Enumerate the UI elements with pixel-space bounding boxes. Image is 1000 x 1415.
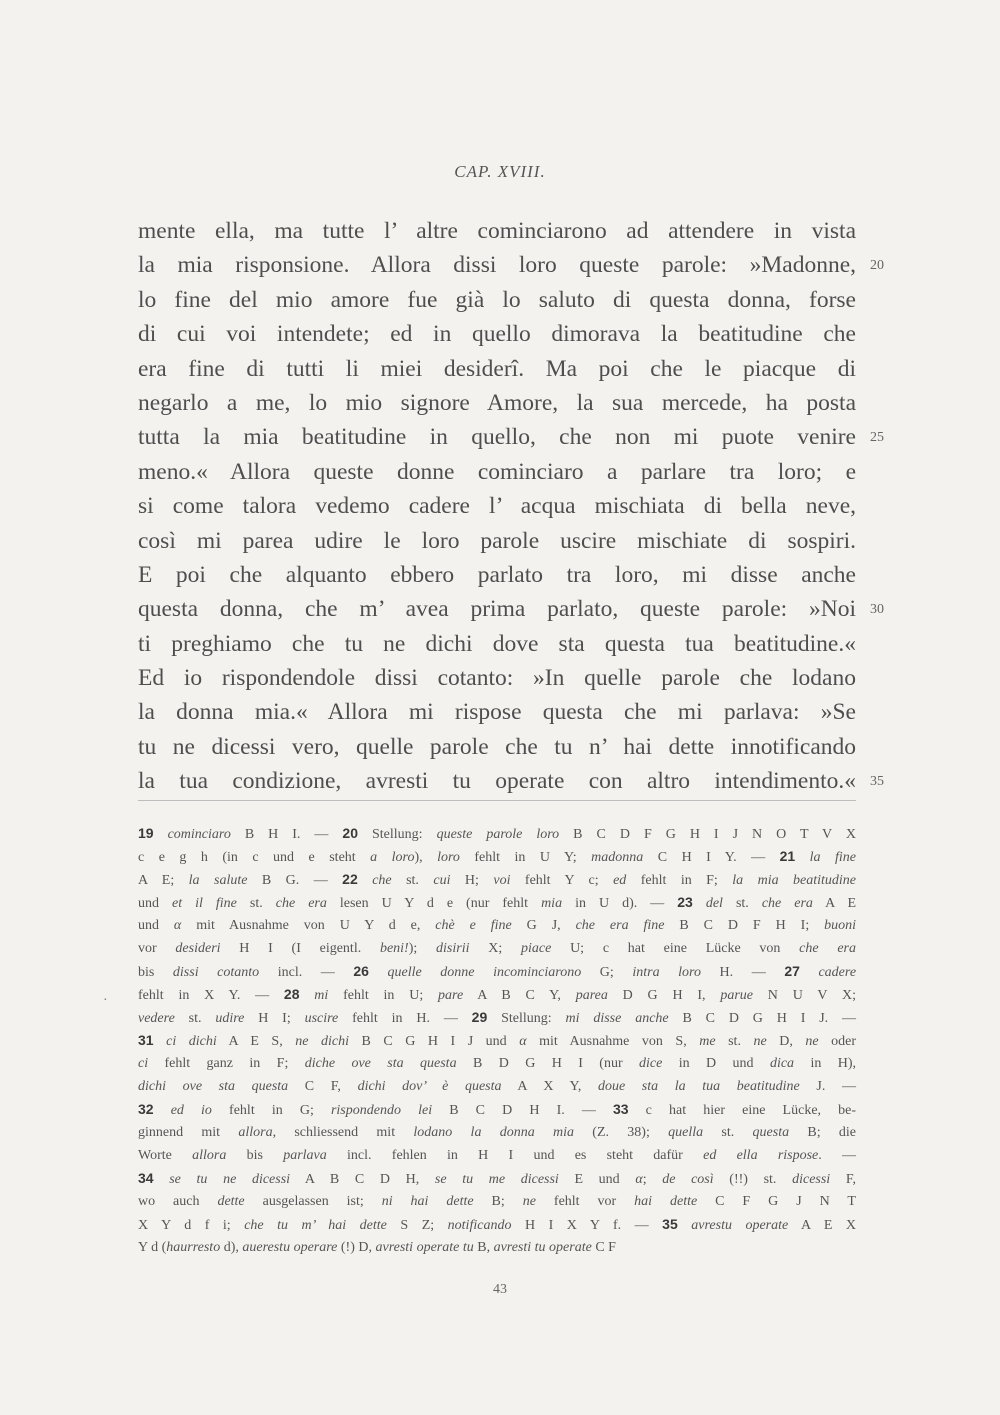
note-reading: ci	[138, 1056, 149, 1071]
text-line: la donna mia.« Allora mi rispose questa che mi parlava: »Se	[138, 699, 856, 726]
note-line	[138, 937, 856, 960]
note-reading: notificando	[447, 1218, 512, 1233]
note-text: Stellung:	[487, 1011, 566, 1026]
note-reading: queste parole loro	[436, 827, 560, 842]
note-reading: che	[372, 873, 392, 888]
text-line: tutta la mia beatitudine in quello, che non mi puote venire	[138, 424, 856, 451]
note-text: B H I. —	[230, 827, 343, 842]
note-line-number: 34	[138, 1170, 154, 1186]
note-text: Y d (	[138, 1240, 167, 1255]
note-reading: cui	[433, 873, 451, 888]
note-text: F,	[830, 1172, 857, 1187]
note-reading: α	[519, 1034, 527, 1049]
note-reading: lodano la donna mia	[413, 1125, 575, 1140]
note-text: H I (I eigentl.	[220, 941, 380, 956]
note-reading: allora	[238, 1125, 273, 1140]
note-reading: disirii	[436, 941, 470, 956]
line-number: 25	[870, 430, 884, 446]
note-line-number: 26	[353, 963, 369, 979]
note-reading: voi	[493, 873, 511, 888]
note-text: fehlt in X Y. —	[138, 988, 284, 1003]
text-line: la mia risponsione. Allora dissi loro queste parole: »Madonne,	[138, 252, 856, 279]
note-line	[138, 1190, 856, 1213]
note-text	[300, 988, 315, 1003]
note-reading: avrestu operate	[691, 1218, 789, 1233]
note-text	[154, 1172, 170, 1187]
chapter-header: CAP. XVIII.	[454, 162, 546, 181]
note-line	[138, 1144, 856, 1167]
note-text: C F,	[288, 1079, 358, 1094]
line-number: 30	[870, 602, 884, 618]
note-line	[138, 1121, 856, 1144]
note-reading: diche ove sta questa	[304, 1056, 457, 1071]
note-text	[678, 1218, 692, 1233]
note-reading: ed io	[170, 1103, 212, 1118]
note-text: H I;	[244, 1011, 305, 1026]
note-text: B;	[473, 1194, 523, 1209]
note-text	[154, 827, 168, 842]
note-reading: quelle donne incominciarono	[387, 965, 582, 980]
note-reading: dicessi	[792, 1172, 831, 1187]
note-reading: ne	[805, 1034, 819, 1049]
note-text: ausgelassen ist;	[244, 1194, 382, 1209]
note-text: in H),	[794, 1056, 857, 1071]
note-reading: quella	[668, 1125, 704, 1140]
note-line	[138, 914, 856, 937]
note-text: J. —	[799, 1079, 856, 1094]
note-text: B C D F H I;	[664, 918, 825, 933]
note-text: . —	[818, 1148, 857, 1163]
text-line: lo fine del mio amore fue già lo saluto di questa donna, forse	[138, 286, 856, 313]
note-text: B C D F G H I J N O T V X	[559, 827, 856, 842]
note-text: d),	[220, 1240, 243, 1255]
note-line	[138, 822, 856, 845]
note-reading: rispondendo lei	[330, 1103, 433, 1118]
note-reading: buoni	[824, 918, 857, 933]
note-text: , schliessend mit	[272, 1125, 414, 1140]
note-text: A X Y,	[501, 1079, 598, 1094]
note-text: lesen U Y d e (nur fehlt	[326, 896, 542, 911]
note-text: U; c hat eine Lücke von	[551, 941, 800, 956]
text-line: si come talora vedemo cadere l’ acqua mischiata di bella neve,	[138, 493, 856, 520]
note-text: oder	[818, 1034, 856, 1049]
note-line	[138, 1167, 856, 1190]
note-line	[138, 1075, 856, 1098]
note-reading: et il fine	[172, 896, 237, 911]
note-text	[369, 965, 388, 980]
note-text: fehlt in H. —	[338, 1011, 472, 1026]
note-text: incl. —	[259, 965, 354, 980]
note-reading: a loro	[370, 850, 415, 865]
note-text: wo auch	[138, 1194, 218, 1209]
note-reading: se tu ne dicessi	[169, 1172, 291, 1187]
text-line: E poi che alquanto ebbero parlato tra loro, mi disse anche	[138, 561, 856, 588]
note-text: st.	[722, 896, 762, 911]
note-text: C F	[591, 1240, 616, 1255]
note-text: A E S,	[216, 1034, 296, 1049]
note-line-number: 23	[677, 894, 693, 910]
note-text: st.	[391, 873, 434, 888]
text-line: così mi parea udire le loro parole uscire mischiate di sospiri.	[138, 527, 856, 554]
text-line: era fine di tutti li miei desiderî. Ma poi che le piacque di	[138, 355, 856, 382]
note-text	[800, 965, 819, 980]
note-reading: uscire	[304, 1011, 339, 1026]
note-line-number: 35	[662, 1216, 678, 1232]
note-text: fehlt vor	[535, 1194, 635, 1209]
text-line: Ed io rispondendole dissi cotanto: »In quelle parole che lodano	[138, 665, 856, 692]
note-reading: del	[705, 896, 723, 911]
note-text: A B C Y,	[463, 988, 576, 1003]
note-line	[138, 1006, 856, 1029]
note-reading: ni hai dette	[381, 1194, 474, 1209]
note-reading: avresti tu operate	[493, 1240, 592, 1255]
note-text: vor	[138, 941, 176, 956]
note-text: st.	[703, 1125, 753, 1140]
note-reading: vedere	[138, 1011, 175, 1026]
note-text: B G. —	[247, 873, 343, 888]
text-line: mente ella, ma tutte l’ altre cominciarono ad attendere in vista	[138, 218, 856, 244]
margin-mark: ·	[103, 993, 108, 1008]
note-reading: dichi dov’ è questa	[357, 1079, 502, 1094]
note-text: (Z. 38);	[574, 1125, 669, 1140]
note-text: (!) D,	[337, 1240, 376, 1255]
main-text	[138, 214, 856, 799]
note-reading: avresti operate tu	[375, 1240, 474, 1255]
note-reading: mia	[541, 896, 563, 911]
note-text	[358, 873, 372, 888]
footnote-rule	[138, 800, 856, 801]
note-text: N U V X;	[753, 988, 857, 1003]
note-reading: la fine	[809, 850, 856, 865]
note-text: fehlt in F;	[626, 873, 733, 888]
note-text: fehlt in G;	[211, 1103, 331, 1118]
note-reading: α	[173, 918, 182, 933]
note-text: B C D G H I J. —	[668, 1011, 856, 1026]
note-text: H. —	[700, 965, 785, 980]
note-line-number: 28	[283, 986, 300, 1002]
note-reading: che era	[275, 896, 327, 911]
note-reading: ne	[522, 1194, 536, 1209]
note-text: c e g h (in c und e steht	[138, 850, 371, 865]
note-text: B,	[473, 1240, 494, 1255]
note-text: ;	[642, 1172, 663, 1187]
note-reading: cominciaro	[167, 827, 231, 842]
note-reading: mi disse anche	[565, 1011, 669, 1026]
note-text: fehlt in U;	[328, 988, 439, 1003]
note-line-number: 29	[471, 1009, 488, 1025]
note-line-number: 20	[342, 825, 358, 841]
note-line-number: 19	[138, 825, 154, 841]
note-reading: dice	[639, 1056, 663, 1071]
note-text: A B C D H,	[290, 1172, 435, 1187]
note-reading: piace	[521, 941, 552, 956]
note-reading: me	[699, 1034, 716, 1049]
note-reading: mi	[314, 988, 329, 1003]
note-text: fehlt ganz in F;	[148, 1056, 305, 1071]
note-reading: che era	[799, 941, 857, 956]
note-text: );	[408, 941, 437, 956]
note-text: D,	[766, 1034, 806, 1049]
note-reading: allora	[192, 1148, 227, 1163]
note-line-number: 31	[138, 1032, 154, 1048]
note-reading: che era	[761, 896, 813, 911]
note-reading: che tu m’ hai dette	[244, 1218, 387, 1233]
note-line-number: 32	[138, 1101, 154, 1117]
note-text: Worte	[138, 1148, 193, 1163]
note-reading: che era fine	[575, 918, 665, 933]
note-text: A E X	[788, 1218, 857, 1233]
note-text: c hat hier eine Lücke, be-	[628, 1103, 857, 1118]
note-reading: hai dette	[634, 1194, 698, 1209]
note-text: st.	[715, 1034, 754, 1049]
note-text: H;	[450, 873, 494, 888]
note-line-number: 22	[342, 871, 358, 887]
note-text: ginnend mit	[138, 1125, 239, 1140]
note-text: (!!) st.	[713, 1172, 793, 1187]
note-text: X Y d f i;	[138, 1218, 245, 1233]
note-reading: dica	[769, 1056, 795, 1071]
note-text: E und	[558, 1172, 636, 1187]
note-reading: udire	[215, 1011, 245, 1026]
page-number: 43	[493, 1282, 507, 1297]
note-reading: doue sta la tua beatitudine	[597, 1079, 800, 1094]
text-line: meno.« Allora queste donne cominciaro a parlare tra loro; e	[138, 458, 856, 485]
note-text: D G H I,	[607, 988, 721, 1003]
note-reading: questa	[752, 1125, 790, 1140]
note-reading: haurresto	[166, 1240, 221, 1255]
line-number: 35	[870, 774, 884, 790]
note-text	[693, 896, 706, 911]
note-reading: dissi cotanto	[172, 965, 260, 980]
note-text: in D und	[662, 1056, 770, 1071]
note-text: B C G H I J und	[348, 1034, 520, 1049]
note-reading: loro	[437, 850, 460, 865]
note-line	[138, 1098, 856, 1121]
note-line	[138, 1213, 856, 1236]
note-line	[138, 960, 856, 983]
text-line: la tua condizione, avresti tu operate con altro intendimento.«	[138, 768, 856, 795]
note-reading: parlava	[283, 1148, 327, 1163]
note-text: mit Ausnahme von S,	[526, 1034, 700, 1049]
note-reading: parue	[720, 988, 753, 1003]
text-line: ti preghiamo che tu ne dichi dove sta questa tua beatitudine.«	[138, 630, 856, 657]
note-text	[154, 1034, 167, 1049]
note-reading: parea	[575, 988, 608, 1003]
note-text: B C D H I. —	[432, 1103, 613, 1118]
note-text: mit Ausnahme von U Y d e,	[181, 918, 436, 933]
note-reading: beni!	[379, 941, 409, 956]
note-reading: ne	[753, 1034, 767, 1049]
note-text: A E;	[138, 873, 189, 888]
note-text: und	[138, 896, 173, 911]
note-text: A E	[812, 896, 857, 911]
note-line-number: 21	[779, 848, 796, 864]
note-reading: cadere	[818, 965, 857, 980]
note-text: S Z;	[386, 1218, 448, 1233]
note-line	[138, 868, 856, 891]
note-reading: auerestu operare	[242, 1240, 338, 1255]
note-reading: dichi ove sta questa	[138, 1079, 289, 1094]
note-line-number: 33	[612, 1101, 629, 1117]
note-line	[138, 1236, 856, 1259]
note-text: in U d). —	[562, 896, 678, 911]
note-text: st.	[174, 1011, 216, 1026]
note-reading: dette	[217, 1194, 245, 1209]
note-line	[138, 891, 856, 914]
note-text: C F G J N T	[697, 1194, 856, 1209]
note-reading: desideri	[175, 941, 221, 956]
note-reading: ne dichi	[295, 1034, 349, 1049]
note-reading: ed ella rispose	[703, 1148, 819, 1163]
note-reading: ci dichi	[166, 1034, 217, 1049]
text-line: negarlo a me, lo mio signore Amore, la sua mercede, ha posta	[138, 389, 856, 416]
note-text: G J,	[511, 918, 576, 933]
text-line: tu ne dicessi vero, quelle parole che tu n’ hai dette innotificando	[138, 733, 856, 760]
note-reading: pare	[438, 988, 464, 1003]
note-text: fehlt Y c;	[510, 873, 614, 888]
note-text: bis	[138, 965, 173, 980]
note-line	[138, 1029, 856, 1052]
note-text: und	[138, 918, 174, 933]
note-text: ),	[414, 850, 438, 865]
critical-apparatus	[138, 822, 856, 1259]
note-text: G;	[581, 965, 633, 980]
note-reading: ed	[613, 873, 627, 888]
note-line-number: 27	[784, 963, 800, 979]
note-reading: la salute	[188, 873, 248, 888]
note-text: H I X Y f. —	[511, 1218, 663, 1233]
note-reading: se tu me dicessi	[434, 1172, 559, 1187]
note-text: B; die	[789, 1125, 857, 1140]
note-text: B D G H I (nur	[456, 1056, 640, 1071]
note-reading: madonna	[591, 850, 644, 865]
note-reading: chè e fine	[435, 918, 512, 933]
note-text: Stellung:	[358, 827, 437, 842]
line-number: 20	[870, 258, 884, 274]
text-line: di cui voi intendete; ed in quello dimorava la beatitudine che	[138, 321, 856, 348]
note-text: C H I Y. —	[643, 850, 780, 865]
note-text: st.	[236, 896, 276, 911]
note-text: bis	[226, 1148, 284, 1163]
note-line	[138, 983, 856, 1006]
note-text	[795, 850, 809, 865]
note-text	[154, 1103, 171, 1118]
note-line	[138, 1052, 856, 1075]
note-reading: de così	[662, 1172, 714, 1187]
note-text: fehlt in U Y;	[459, 850, 592, 865]
note-text: incl. fehlen in H I und es steht dafür	[326, 1148, 704, 1163]
note-line	[138, 845, 856, 868]
note-reading: la mia beatitudine	[732, 873, 857, 888]
text-line: questa donna, che m’ avea prima parlato, queste parole: »Noi	[138, 596, 856, 623]
note-reading: α	[635, 1172, 643, 1187]
note-reading: intra loro	[632, 965, 701, 980]
note-text: X;	[469, 941, 521, 956]
